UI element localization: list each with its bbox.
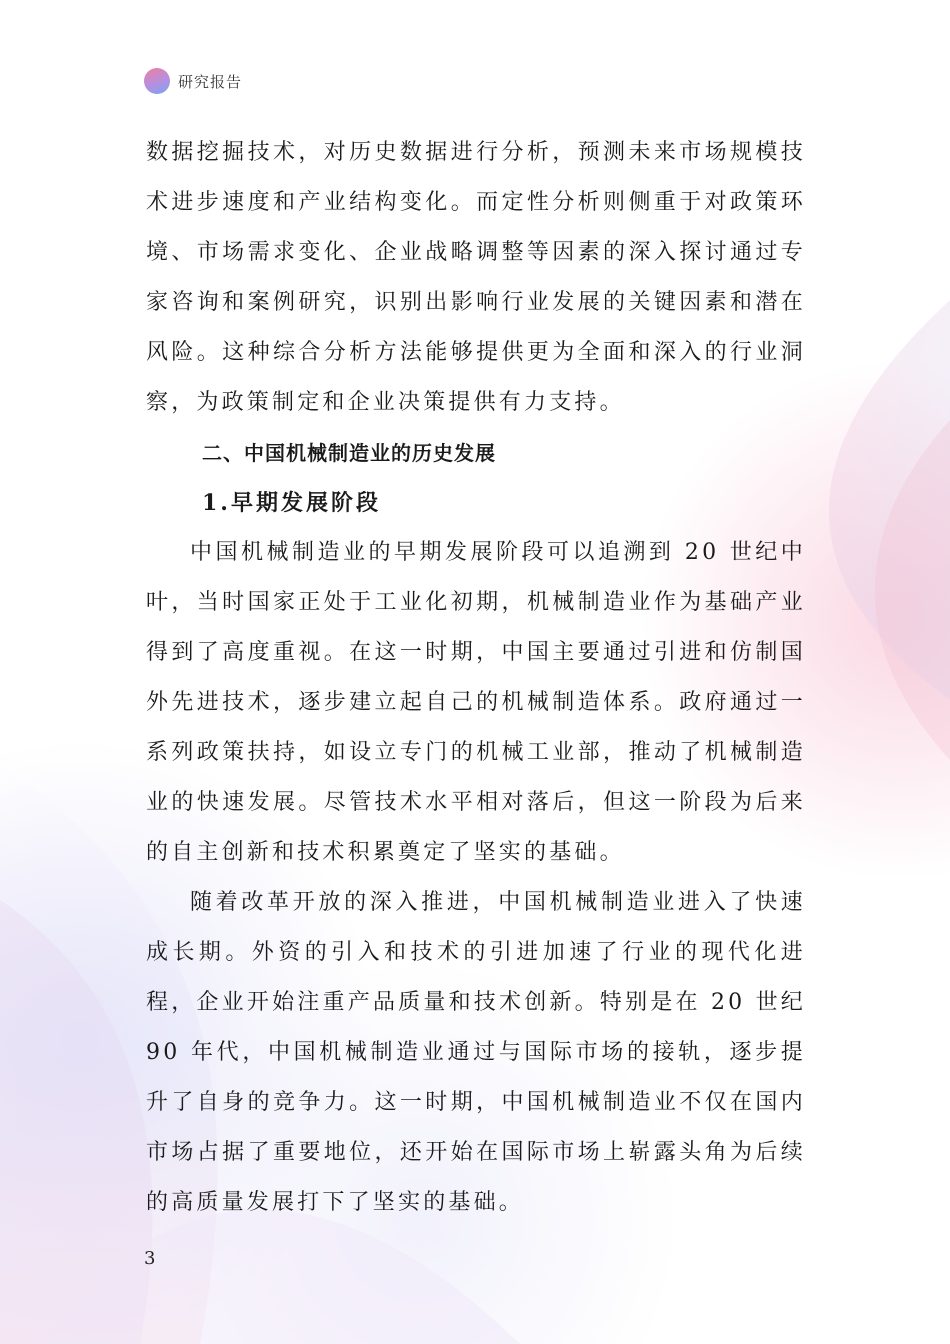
paragraph-reform-growth: 随着改革开放的深入推进，中国机械制造业进入了快速成长期。外资的引入和技术的引进加速了行业的现代化进程，企业开始注重产品质量和技术创新。特别是在 20 世纪 90 年代，中国机械制造业通过与国际市场的接轨，逐步提升了自身的竞争力。这一时期，中国机械制造业不仅在国内市场占据了重要地位，还开始在国际市场上崭露头角为后续的高质量发展打下了坚实的基础。	[146, 890, 806, 1215]
header-title: 研究报告	[178, 72, 243, 91]
subsection-heading: 1.早期发展阶段	[202, 490, 381, 516]
section-heading: 二、中国机械制造业的历史发展	[202, 441, 496, 465]
paragraph-early-development: 中国机械制造业的早期发展阶段可以追溯到 20 世纪中叶，当时国家正处于工业化初期，机械制造业作为基础产业得到了高度重视。在这一时期，中国主要通过引进和仿制国外先进技术，逐步建立起自己的机械制造体系。政府通过一系列政策扶持，如设立专门的机械工业部，推动了机械制造业的快速发展。尽管技术水平相对落后，但这一阶段为后来的自主创新和技术积累奠定了坚实的基础。	[146, 540, 806, 865]
page-header	[144, 66, 242, 96]
page-number: 3	[144, 1248, 156, 1269]
paragraph-intro: 数据挖掘技术，对历史数据进行分析，预测未来市场规模技术进步速度和产业结构变化。而定性分析则侧重于对政策环境、市场需求变化、企业战略调整等因素的深入探讨通过专家咨询和案例研究，识别出影响行业发展的关键因素和潜在风险。这种综合分析方法能够提供更为全面和深入的行业洞察，为政策制定和企业决策提供有力支持。	[146, 140, 806, 415]
document-body	[146, 128, 806, 1228]
report-logo-icon	[144, 68, 170, 94]
